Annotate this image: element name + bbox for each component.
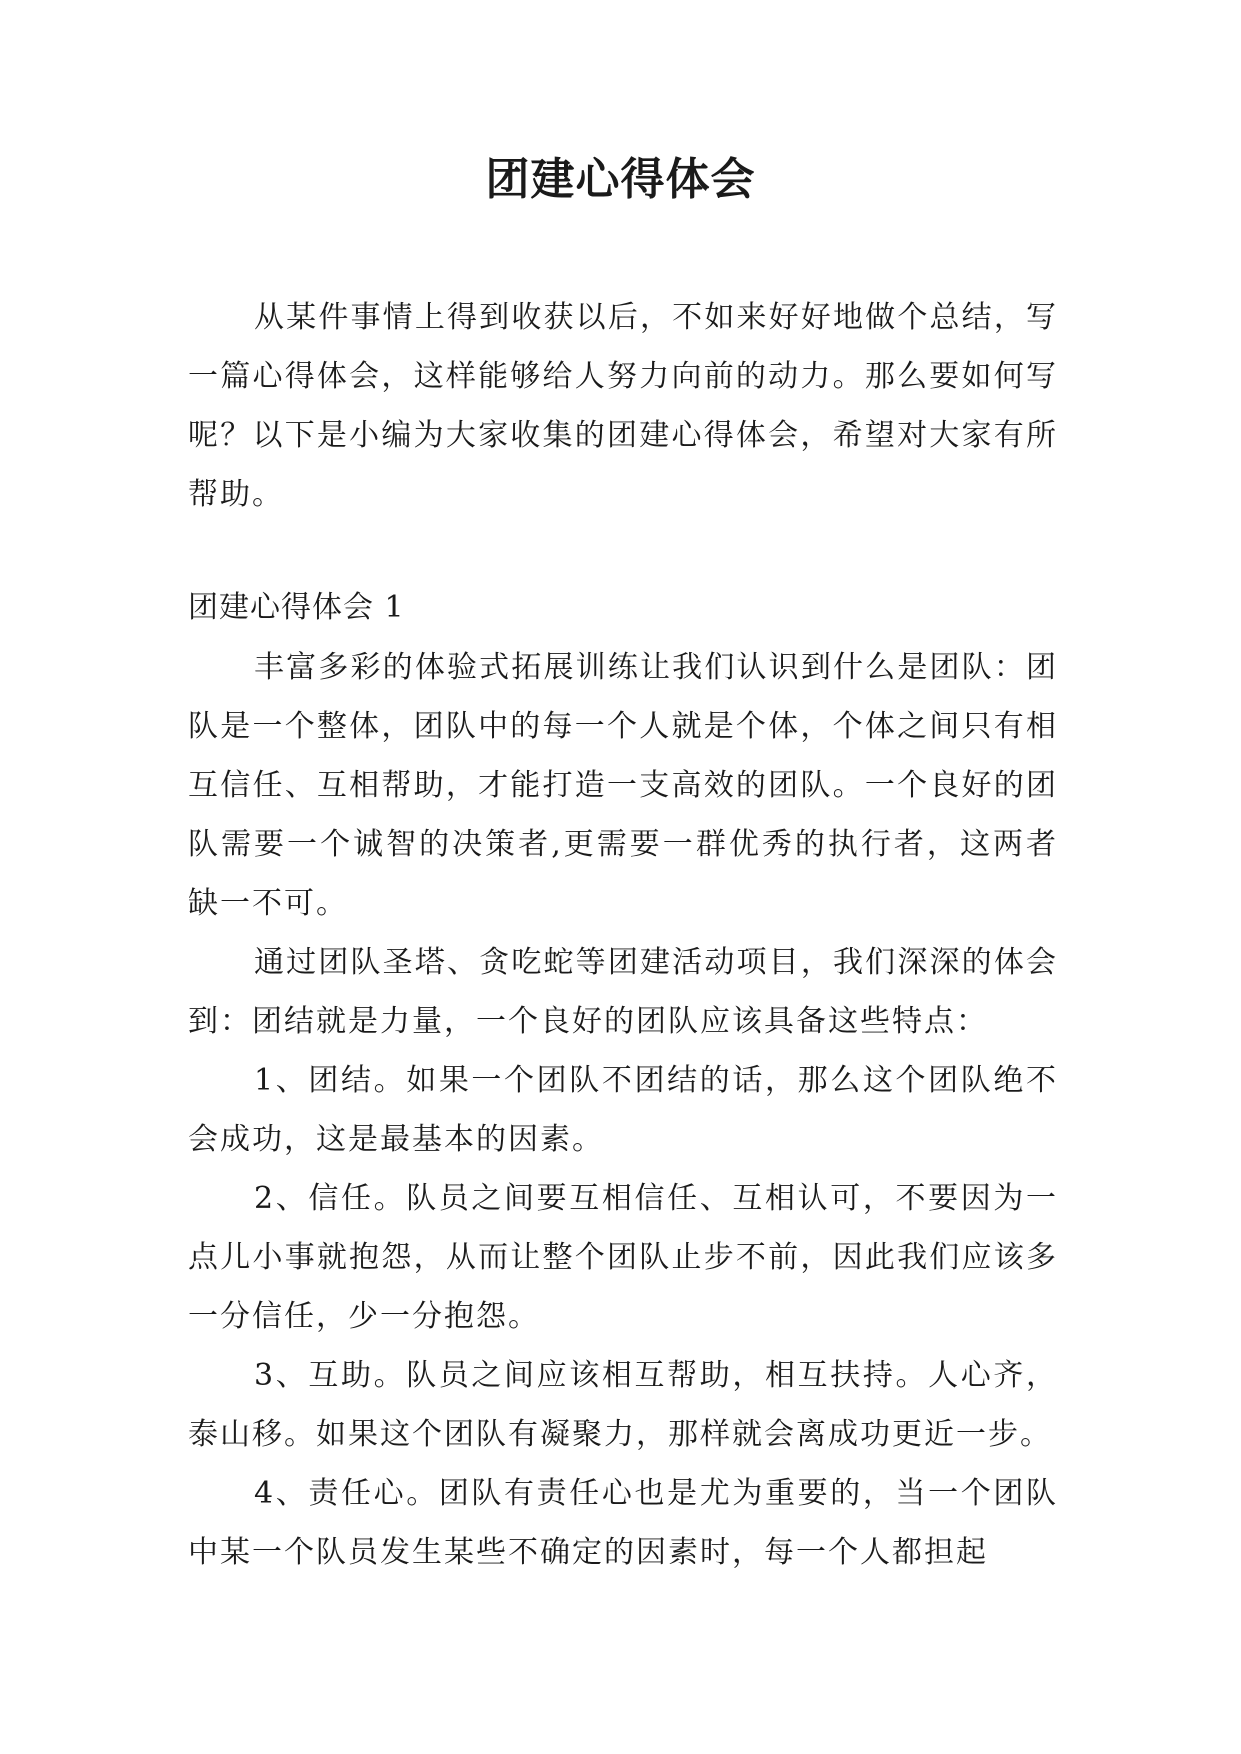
paragraph: 丰富多彩的体验式拓展训练让我们认识到什么是团队：团队是一个整体，团队中的每一个人就是个体，个体之间只有相互信任、互相帮助，才能打造一支高效的团队。一个良好的团队需要一个诚智的决策者,更需要一群优秀的执行者，这两者缺一不可。 [188,650,1058,921]
list-item: 1、团结。如果一个团队不团结的话，那么这个团队绝不会成功，这是最基本的因素。 [188,1063,1058,1157]
page-title: 团建心得体会 [485,154,756,205]
list-item: 4、责任心。团队有责任心也是尤为重要的，当一个团队中某一个队员发生某些不确定的因素时，每一个人都担起 [188,1476,1058,1570]
list-item: 3、互助。队员之间应该相互帮助，相互扶持。人心齐，泰山移。如果这个团队有凝聚力，那样就会离成功更近一步。 [188,1358,1058,1452]
list-item: 2、信任。队员之间要互相信任、互相认可，不要因为一点儿小事就抱怨，从而让整个团队止步不前，因此我们应该多一分信任，少一分抱怨。 [188,1181,1058,1334]
paragraph: 通过团队圣塔、贪吃蛇等团建活动项目，我们深深的体会到：团结就是力量，一个良好的团队应该具备这些特点： [188,945,1058,1039]
section-heading: 团建心得体会 1 [188,590,405,625]
intro-paragraph: 从某件事情上得到收获以后，不如来好好地做个总结，写一篇心得体会，这样能够给人努力向前的动力。那么要如何写呢？以下是小编为大家收集的团建心得体会，希望对大家有所帮助。 [188,300,1058,512]
section-content [188,638,1058,1582]
